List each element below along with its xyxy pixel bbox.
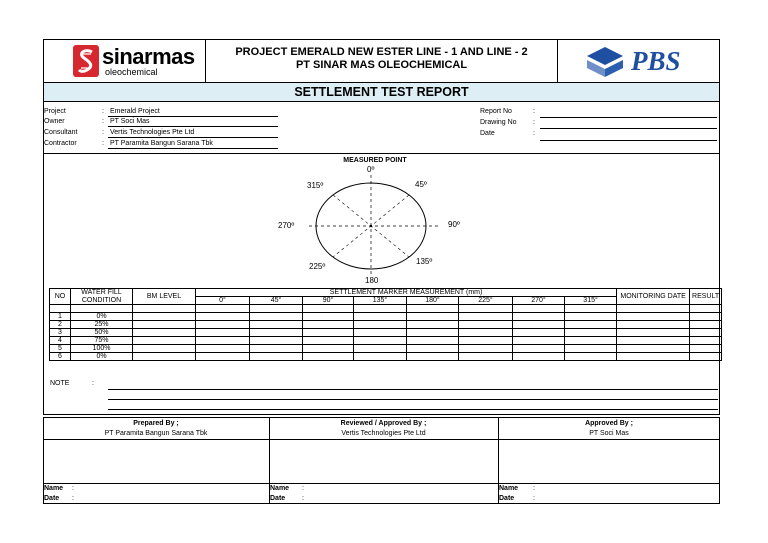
pbs-logo-icon	[583, 44, 627, 78]
note-line-1	[108, 389, 718, 390]
info-contractor-label: Contractor	[44, 140, 77, 147]
row-no: 6	[50, 353, 71, 361]
angle-0: 0º	[367, 165, 375, 174]
info-drawingno-line	[540, 128, 717, 129]
row-no: 3	[50, 329, 71, 337]
angle-225: 225º	[309, 262, 326, 271]
diagram-center-point	[370, 225, 372, 227]
project-title: PROJECT EMERALD NEW ESTER LINE - 1 AND LINE - 2	[235, 46, 528, 58]
table-row	[50, 337, 722, 345]
reviewed-name-sep: :	[302, 485, 304, 492]
approved-by-company: PT Soci Mas	[589, 430, 629, 437]
info-contractor-value: PT Paramita Bangun Sarana Tbk	[110, 140, 213, 147]
table-row	[50, 329, 722, 337]
prepared-name-label: Name	[44, 485, 64, 492]
signature-head-line	[43, 439, 720, 440]
th-angle-180: 180°	[407, 297, 459, 305]
info-drawingno-sep: :	[533, 119, 535, 126]
info-contractor-sep: :	[102, 140, 104, 147]
approved-by-title: Approved By ;	[585, 420, 633, 427]
reviewed-by-title: Reviewed / Approved By ;	[340, 420, 427, 427]
info-date-sep: :	[533, 130, 535, 137]
angle-90: 90º	[448, 220, 460, 229]
table-row	[50, 321, 722, 329]
company-title: PT SINAR MAS OLEOCHEMICAL	[295, 59, 468, 71]
angle-135: 135º	[416, 257, 433, 266]
th-angle-135: 135°	[354, 297, 407, 305]
pbs-brand-text: PBS	[631, 46, 681, 76]
row-no: 5	[50, 345, 71, 353]
table-row	[50, 313, 722, 321]
prepared-by-title: Prepared By ;	[133, 420, 179, 427]
angle-270: 270º	[278, 221, 295, 230]
sinarmas-sub-text: oleochemical	[105, 67, 158, 77]
approved-date-label: Date	[499, 495, 515, 502]
reviewed-date-sep: :	[302, 495, 304, 502]
info-project-label: Project	[44, 108, 66, 115]
th-angle-270: 270°	[513, 297, 565, 305]
row-no: 4	[50, 337, 71, 345]
prepared-name-sep: :	[72, 485, 74, 492]
th-angle-225: 225°	[459, 297, 513, 305]
row-fill: 0%	[71, 353, 133, 361]
settlement-table	[49, 288, 722, 361]
row-fill: 0%	[71, 313, 133, 321]
note-sep: :	[92, 380, 94, 387]
info-date-label: Date	[480, 130, 495, 137]
table-row-spacer	[50, 305, 722, 313]
th-settlement: SETTLEMENT MARKER MEASUREMENT (mm)	[196, 289, 617, 297]
sinarmas-logo	[70, 43, 195, 79]
th-water-fill: WATER FILL CONDITION	[71, 289, 133, 305]
th-monitoring-date: MONITORING DATE	[617, 289, 690, 305]
approved-date-sep: :	[533, 495, 535, 502]
diagram-title: MEASURED POINT	[343, 157, 407, 164]
reviewed-by-company: Vertis Technologies Pte Ltd	[341, 430, 426, 437]
info-reportno-label: Report No	[480, 108, 512, 115]
approved-name-label: Name	[499, 485, 519, 492]
th-result: RESULT	[690, 289, 722, 305]
note-line-3	[108, 409, 718, 410]
th-angle-90: 90°	[303, 297, 354, 305]
angle-45: 45º	[415, 180, 427, 189]
th-bm-level: BM LEVEL	[133, 289, 196, 305]
report-title: SETTLEMENT TEST REPORT	[294, 85, 469, 99]
header-divider-right	[557, 39, 558, 83]
note-line-2	[108, 399, 718, 400]
info-consultant-line	[108, 137, 278, 138]
prepared-date-label: Date	[44, 495, 60, 502]
prepared-by-company: PT Paramita Bangun Sarana Tbk	[104, 430, 208, 437]
angle-315: 315º	[307, 181, 324, 190]
info-drawingno-label: Drawing No	[480, 119, 517, 126]
table-row	[50, 353, 722, 361]
sinarmas-brand-text: sinarmas	[102, 44, 195, 69]
signature-name-line	[43, 483, 720, 484]
row-no: 2	[50, 321, 71, 329]
approved-name-sep: :	[533, 485, 535, 492]
info-project-line	[108, 116, 278, 117]
reviewed-name-label: Name	[270, 485, 290, 492]
sinarmas-logo-icon	[72, 44, 100, 78]
info-owner-line	[108, 126, 278, 127]
row-fill: 50%	[71, 329, 133, 337]
info-consultant-value: Vertis Technologies Pte Ltd	[110, 129, 195, 136]
info-owner-label: Owner	[44, 118, 65, 125]
info-consultant-sep: :	[102, 129, 104, 136]
info-owner-value: PT Soci Mas	[110, 118, 150, 125]
angle-180: 180	[365, 276, 379, 285]
row-fill: 100%	[71, 345, 133, 353]
info-reportno-sep: :	[533, 108, 535, 115]
row-fill: 75%	[71, 337, 133, 345]
prepared-date-sep: :	[72, 495, 74, 502]
row-fill: 25%	[71, 321, 133, 329]
note-label: NOTE	[50, 380, 70, 387]
info-contractor-line	[108, 148, 278, 149]
th-angle-0: 0°	[196, 297, 250, 305]
th-angle-315: 315°	[565, 297, 617, 305]
measured-point-diagram	[271, 171, 471, 283]
info-owner-sep: :	[102, 118, 104, 125]
th-angle-45: 45°	[250, 297, 303, 305]
info-consultant-label: Consultant	[44, 129, 78, 136]
info-project-sep: :	[102, 108, 104, 115]
info-project-value: Emerald Project	[110, 108, 160, 115]
info-date-line	[540, 140, 717, 141]
table-row	[50, 345, 722, 353]
info-section-divider	[43, 153, 720, 154]
row-no: 1	[50, 313, 71, 321]
th-no: NO	[50, 289, 71, 305]
info-reportno-line	[540, 117, 717, 118]
pbs-logo	[583, 43, 708, 79]
reviewed-date-label: Date	[270, 495, 286, 502]
